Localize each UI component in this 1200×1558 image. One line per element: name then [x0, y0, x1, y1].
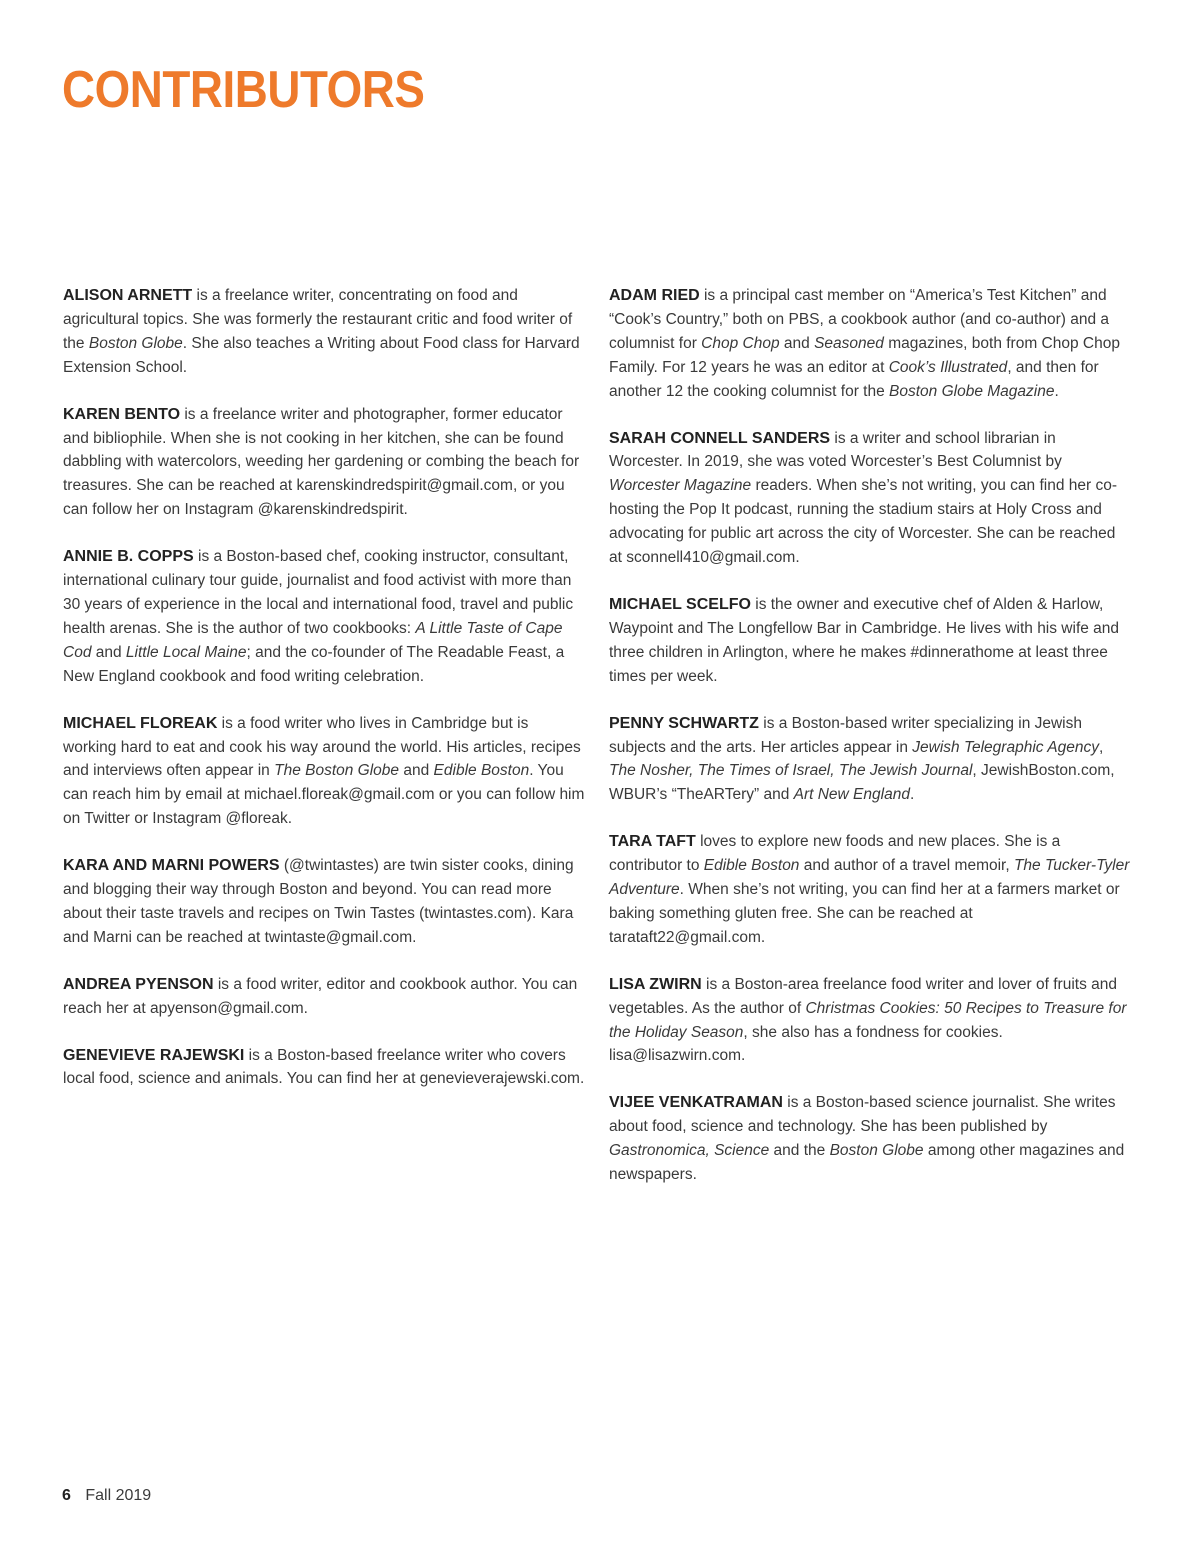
bio-text: and author of a travel memoir,	[799, 857, 1014, 875]
bio-text: ,	[1098, 738, 1104, 756]
bio-text: , and then for another 12 the cooking columnist for the	[609, 358, 1099, 400]
italic-title-text: Art New England	[793, 786, 910, 804]
italic-title-text: Boston Globe Magazine	[889, 382, 1055, 400]
bio-text: (@twintastes) are twin sister cooks, dining and blogging their way through Boston and beyond. You can read more about their taste travels and recipes on Twin Tastes (twintastes.com). Kara and Marni can be reached at twintaste@gmail.com.	[63, 857, 574, 946]
bio-text: readers. When she’s not writing, you can find her co-hosting the Pop It podcast, running the stadium stairs at Holy Cross and advocating for public art across the city of Worcester. She can be reached at sconnell410@gmail.com.	[609, 477, 1118, 567]
contributor-name: ADAM RIED	[609, 287, 700, 304]
page-number: 6	[62, 1487, 71, 1504]
bio-text: is a Boston-based science journalist. She writes about food, science and technology. She has been published by	[609, 1094, 1116, 1136]
bio-text: and	[91, 643, 126, 661]
bio-text: is a freelance writer and photographer, former educator and bibliophile. When she is not cooking in her kitchen, she can be found dabbling with watercolors, weeding her gardening or combing the beach for treasures. She can be reached at karenskindredspirit@gmail.com, or you can follow her on Instagram @karenskindredspirit.	[63, 405, 580, 519]
bio-text: magazines, both from Chop Chop Family. For 12 years he was an editor at	[609, 334, 1120, 376]
italic-title-text: The Tucker-Tyler Adventure	[609, 857, 1130, 899]
contributor-name: ANDREA PYENSON	[63, 975, 214, 993]
contributor-bio	[609, 1091, 1131, 1187]
italic-title-text: Boston Globe	[88, 334, 183, 352]
left-column	[63, 284, 585, 1114]
contributor-name: KARA AND MARNI POWERS	[63, 857, 280, 875]
contributor-name: KAREN BENTO	[63, 405, 181, 423]
bio-text: , she also has a fondness for cookies. lisa@lisazwirn.com.	[609, 1023, 1003, 1065]
contributor-bio	[609, 593, 1131, 689]
italic-title-text: Jewish Telegraphic Agency	[912, 738, 1099, 756]
italic-title-text: Edible Boston	[433, 762, 530, 780]
bio-text: , JewishBoston.com, WBUR’s “TheARTery” and	[609, 762, 1115, 804]
bio-text: is a Boston-based writer specializing in Jewish subjects and the arts. Her articles appear in	[609, 714, 1083, 756]
issue-label: Fall 2019	[85, 1487, 152, 1504]
bio-text: is a principal cast member on “America’s Test Kitchen” and “Cook’s Country,” both on PBS, a cookbook author (and co-author) and a columnist for	[609, 287, 1110, 352]
contributor-bio	[609, 284, 1131, 404]
italic-title-text: Gastronomica, Science	[609, 1142, 770, 1160]
bio-text: .	[1054, 382, 1059, 400]
italic-title-text: The Boston Globe	[274, 762, 400, 780]
contributor-name: ALISON ARNETT	[63, 287, 193, 304]
italic-title-text: Chop Chop	[701, 334, 780, 352]
bio-text: is the owner and executive chef of Alden & Harlow, Waypoint and The Longfellow Bar in Cambridge. He lives with his wife and three children in Arlington, where he makes #dinnerathome at least three times per week.	[609, 595, 1120, 685]
bio-text: loves to explore new foods and new places. She is a contributor to	[609, 833, 1061, 875]
contributor-name: PENNY SCHWARTZ	[609, 714, 759, 732]
bio-text: and	[399, 762, 434, 780]
italic-title-text: Worcester Magazine	[609, 477, 752, 495]
bio-text: is a Boston-based chef, cooking instructor, consultant, international culinary tour guide, journalist and food activist with more than 30 years of experience in the local and international food, travel and public health arenas. She is the author of two cookbooks:	[63, 548, 574, 637]
page-footer	[62, 1487, 151, 1505]
italic-title-text: A Little Taste of Cape Cod	[63, 619, 563, 661]
contributor-bio	[609, 427, 1131, 570]
contributor-bio	[609, 830, 1131, 950]
contributor-bio	[63, 545, 585, 688]
page-title: CONTRIBUTORS	[62, 61, 425, 119]
contributor-name: TARA TAFT	[609, 833, 696, 851]
contributor-name: MICHAEL SCELFO	[609, 595, 751, 613]
bio-text: is a writer and school librarian in Worcester. In 2019, she was voted Worcester’s Best Columnist by	[609, 429, 1062, 471]
bio-text: and	[779, 334, 815, 352]
contributor-name: VIJEE VENKATRAMAN	[609, 1094, 783, 1112]
right-column	[609, 284, 1131, 1210]
bio-text: is a freelance writer, concentrating on food and agricultural topics. She was formerly the restaurant critic and food writer of the	[63, 287, 573, 352]
bio-text: . You can reach him by email at michael.floreak@gmail.com or you can follow him on Twitter or Instagram @floreak.	[63, 762, 585, 828]
contributor-bio	[63, 1044, 585, 1092]
contributor-name: GENEVIEVE RAJEWSKI	[63, 1046, 245, 1064]
bio-text: is a food writer who lives in Cambridge but is working hard to eat and cook his way around the world. His articles, recipes and interviews often appear in	[63, 714, 581, 780]
bio-text: . She also teaches a Writing about Food class for Harvard Extension School.	[63, 334, 580, 376]
contributor-name: SARAH CONNELL SANDERS	[609, 429, 831, 447]
bio-text: and the	[769, 1142, 830, 1160]
contributor-name: ANNIE B. COPPS	[63, 548, 194, 566]
contributor-bio	[63, 284, 585, 380]
bio-text: is a food writer, editor and cookbook author. You can reach her at apyenson@gmail.com.	[63, 975, 578, 1017]
contributor-bio	[63, 712, 585, 832]
contributor-bio	[609, 712, 1131, 808]
contributor-bio	[609, 973, 1131, 1069]
bio-text: .	[909, 786, 915, 804]
contributor-bio	[63, 854, 585, 950]
contributor-bio	[63, 973, 585, 1021]
italic-title-text: Little Local Maine	[125, 643, 247, 661]
italic-title-text: Seasoned	[814, 334, 884, 352]
italic-title-text: Boston Globe	[829, 1142, 924, 1160]
bio-text: . When she’s not writing, you can find her at a farmers market or baking something gluten free. She can be reached at tarataft22@gmail.com.	[609, 881, 1120, 946]
italic-title-text: Cook’s Illustrated	[888, 358, 1008, 376]
contributor-name: MICHAEL FLOREAK	[63, 714, 218, 732]
bio-text: ; and the co-founder of The Readable Feast, a New England cookbook and food writing celebration.	[63, 643, 565, 685]
bio-text: among other magazines and newspapers.	[609, 1142, 1125, 1184]
contributor-name: LISA ZWIRN	[609, 975, 702, 993]
italic-title-text: Edible Boston	[703, 857, 800, 875]
bio-text: is a Boston-based freelance writer who covers local food, science and animals. You can find her at genevieverajewski.com.	[63, 1046, 585, 1088]
italic-title-text: The Nosher, The Times of Israel, The Jewish Journal	[609, 762, 973, 780]
bio-text: is a Boston-area freelance food writer and lover of fruits and vegetables. As the author of	[609, 975, 1118, 1017]
contributor-bio	[63, 403, 585, 523]
italic-title-text: Christmas Cookies: 50 Recipes to Treasure for the Holiday Season	[609, 999, 1127, 1041]
